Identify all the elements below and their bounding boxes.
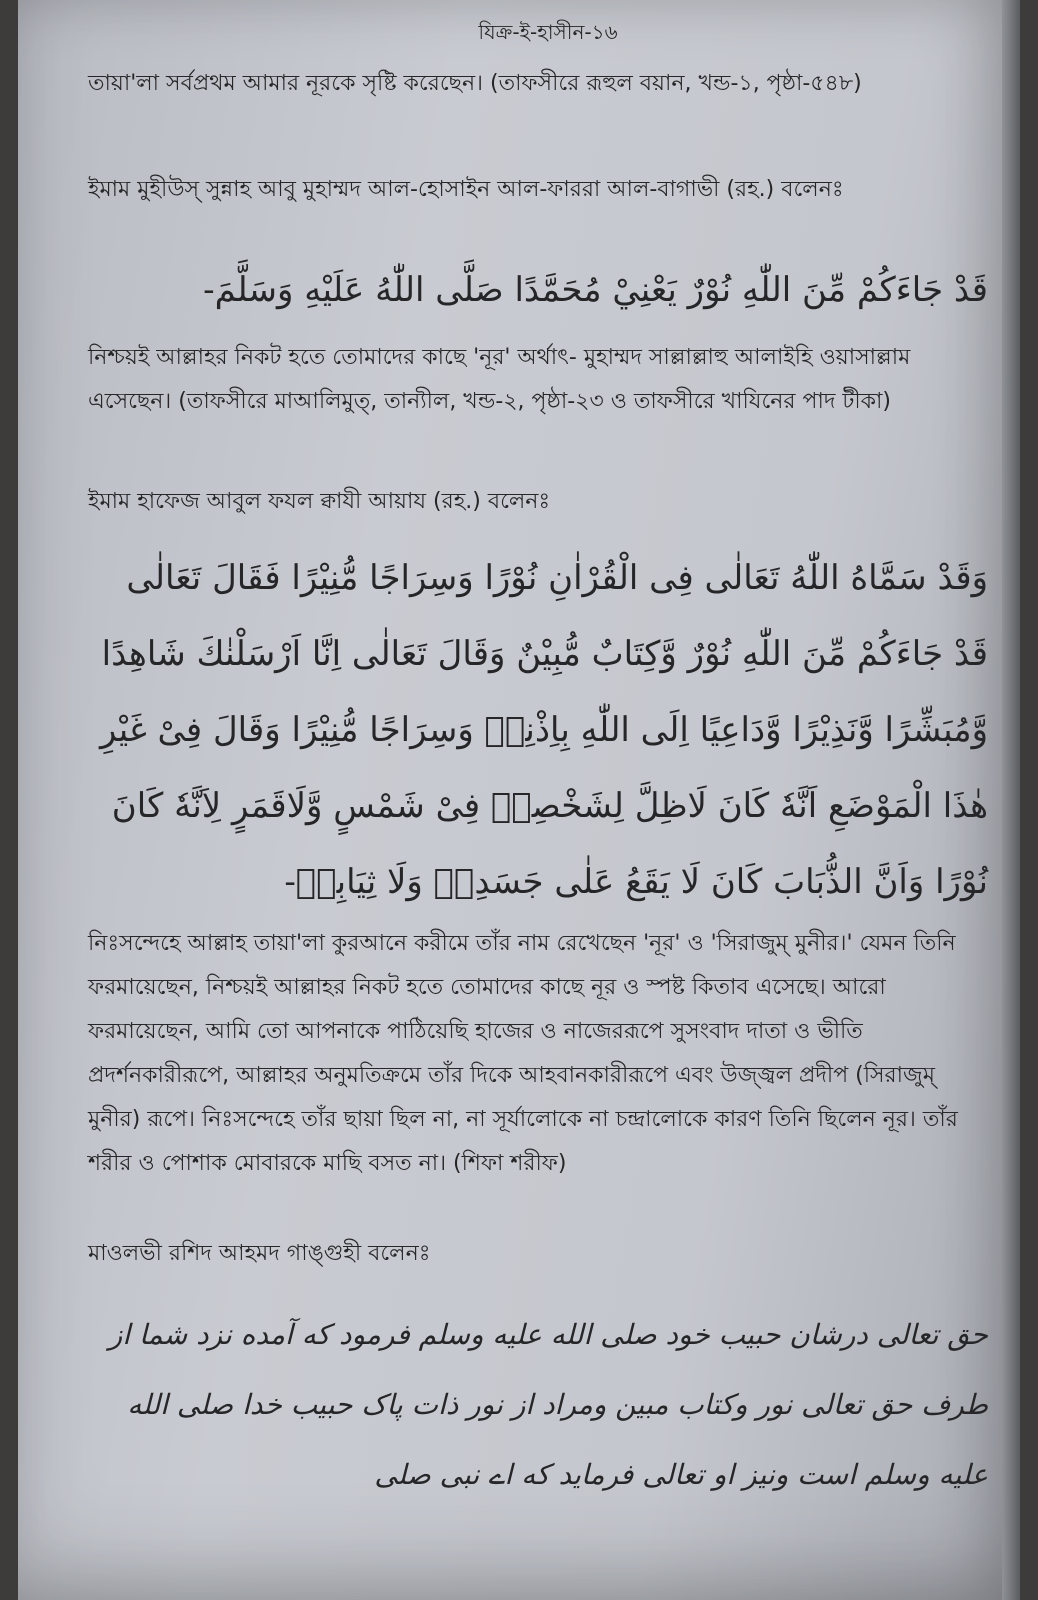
book-spine-shadow bbox=[1002, 0, 1020, 1600]
paragraph-1: তায়া'লা সর্বপ্রথম আমার নূরকে সৃষ্টি করেছেন। (তাফসীরে রূহুল বয়ান, খন্ড-১, পৃষ্ঠা-৫৪৮) bbox=[88, 71, 862, 96]
arabic-passage: وَقَدْ سَمَّاهُ اللّٰهُ تَعَالٰى فِى الْقُرْاٰنِ نُوْرًا وَسِرَاجًا مُّنِيْرًا فَقَالَ تَعَالٰى قَدْ جَاءَكُمْ مِّنَ اللّٰهِ نُوْرٌ وَّكِتَابٌ مُّبِيْنٌ وَقَالَ تَعَالٰى اِنَّا اَرْسَلْنٰكَ شَاهِدًا وَّمُبَشِّرًا وَّنَذِيْرًا وَّدَاعِيًا اِلَى اللّٰهِ بِاِذْنِهٖ وَسِرَاجًا مُّنِيْرًا وَقَالَ فِىْ غَيْرِ هٰذَا الْمَوْضَعِ اَنَّهٗ كَانَ لَاظِلَّ لِشَخْصِهٖ فِىْ شَمْسٍ وَّلَاقَمَرٍ لِاَنَّهٗ كَانَ نُوْرًا وَاَنَّ الذُّبَابَ كَانَ لَا يَقَعُ عَلٰى جَسَدِهٖ وَلَا ثِيَابِهٖ- bbox=[99, 558, 988, 902]
paragraph-6: মাওলভী রশিদ আহমদ গাঙ্গুহী বলেনঃ bbox=[88, 1241, 431, 1266]
running-header: যিক্র-ই-হাসীন-১৬ bbox=[478, 20, 618, 44]
paragraph-4: ইমাম হাফেজ আবুল ফযল ক্বাযী আয়ায (রহ.) বলেনঃ bbox=[88, 489, 551, 514]
paragraph-2: ইমাম মুহীউস্ সুন্নাহ আবু মুহাম্মদ আল-হোসাইন আল-ফাররা আল-বাগাভী (রহ.) বলেনঃ bbox=[88, 177, 844, 202]
paragraph-3: নিশ্চয়ই আল্লাহর নিকট হতে তোমাদের কাছে 'নূর' অর্থাৎ- মুহাম্মদ সাল্লাল্লাহু আলাইহি ওয়াসাল্লাম এসেছেন। (তাফসীরে মাআলিমুত্, তান্যীল, খন্ড-২, পৃষ্ঠা-২৩ ও তাফসীরে খাযিনের পাদ টীকা) bbox=[88, 345, 911, 414]
book-page bbox=[18, 0, 1020, 1600]
arabic-verse-1: قَدْ جَاءَكُمْ مِّنَ اللّٰهِ نُوْرٌ يَعْنِيْ مُحَمَّدًا صَلَّى اللّٰهُ عَلَيْهِ وَسَلَّمَ- bbox=[203, 270, 988, 310]
persian-passage: حق تعالی درشان حبیب خود صلی الله علیه وسلم فرمود که آمده نزد شما از طرف حق تعالی نور وکتاب مبین ومراد از نور ذات پاک حبیب خدا صلی الله علیه وسلم است ونیز او تعالی فرماید که اے نبی صلی bbox=[108, 1318, 988, 1491]
paragraph-5: নিঃসন্দেহে আল্লাহ তায়া'লা কুরআনে করীমে তাঁর নাম রেখেছেন 'নূর' ও 'সিরাজুম্ মুনীর।' যেমন তিনি ফরমায়েছেন, নিশ্চয়ই আল্লাহর নিকট হতে তোমাদের কাছে নূর ও স্পষ্ট কিতাব এসেছে। আরো ফরমায়েছেন, আমি তো আপনাকে পাঠিয়েছি হাজের ও নাজেররূপে সুসংবাদ দাতা ও ভীতি প্রদর্শনকারীরূপে, আল্লাহর অনুমতিক্রমে তাঁর দিকে আহবানকারীরূপে এবং উজ্জ্বল প্রদীপ (সিরাজুম্ মুনীর) রূপে। নিঃসন্দেহে তাঁর ছায়া ছিল না, না সূর্যালোকে না চন্দ্রালোকে কারণ তিনি ছিলেন নূর। তাঁর শরীর ও পোশাক মোবারকে মাছি বসত না। (শিফা শরীফ) bbox=[88, 931, 958, 1176]
